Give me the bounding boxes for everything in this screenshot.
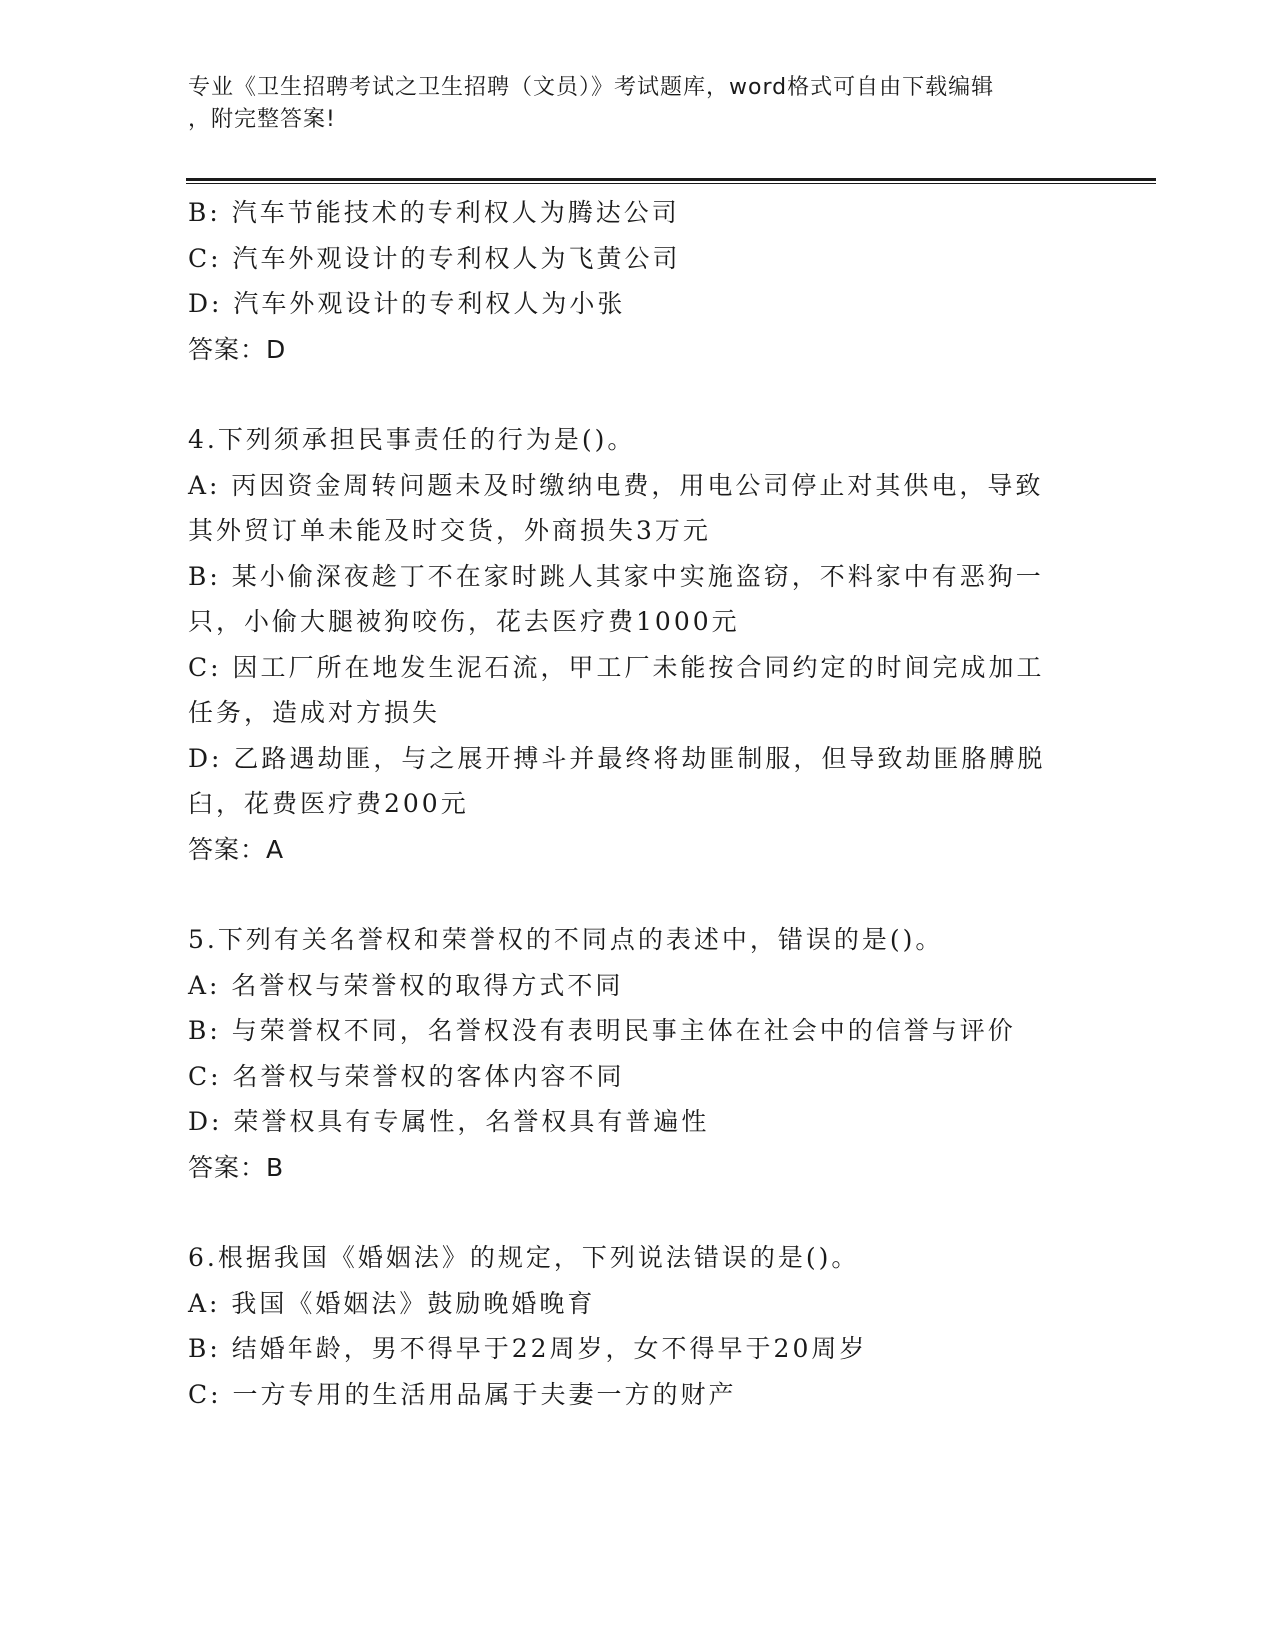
question-block-6: [188, 1235, 1078, 1417]
question-block-5: [188, 917, 1078, 1190]
header-line-2: ，附完整答案!: [188, 107, 336, 132]
question-content: [188, 190, 1078, 1417]
spacer: [188, 372, 1078, 417]
option-b: B: 与荣誉权不同，名誉权没有表明民事主体在社会中的信誉与评价: [188, 1016, 1016, 1045]
spacer: [188, 872, 1078, 917]
option-a: A: 我国《婚姻法》鼓励晚婚晚育: [188, 1288, 596, 1318]
option-d: D: 汽车外观设计的专利权人为小张: [188, 289, 626, 318]
question-text: 4.下列须承担民事责任的行为是()。: [188, 425, 636, 454]
option-c: C: 汽车外观设计的专利权人为飞黄公司: [188, 243, 681, 273]
question-block-4: [188, 417, 1078, 872]
option-a-line-2: 其外贸订单未能及时交货，外商损失3万元: [188, 516, 711, 545]
question-text: 5.下列有关名誉权和荣誉权的不同点的表述中，错误的是()。: [188, 925, 944, 954]
answer-label: 答案：A: [188, 834, 285, 864]
header-line-1: 专业《卫生招聘考试之卫生招聘（文员）》考试题库，word格式可自由下载编辑: [188, 75, 995, 100]
option-a-line-1: A: 丙因资金周转问题未及时缴纳电费，用电公司停止对其供电，导致: [188, 470, 1044, 500]
header-divider-thin: [186, 183, 1156, 184]
option-d-line-1: D: 乙路遇劫匪，与之展开搏斗并最终将劫匪制服，但导致劫匪胳膊脱: [188, 743, 1046, 773]
answer-label: 答案：B: [188, 1152, 285, 1182]
option-a: A: 名誉权与荣誉权的取得方式不同: [188, 970, 624, 1000]
option-c: C: 名誉权与荣誉权的客体内容不同: [188, 1061, 625, 1091]
spacer: [188, 1190, 1078, 1235]
question-block-prev: [188, 190, 1078, 372]
option-c-line-2: 任务，造成对方损失: [188, 698, 441, 727]
option-d: D: 荣誉权具有专属性，名誉权具有普遍性: [188, 1107, 710, 1136]
question-text: 6.根据我国《婚姻法》的规定，下列说法错误的是()。: [188, 1243, 860, 1272]
option-b-line-1: B: 某小偷深夜趁丁不在家时跳人其家中实施盗窃，不料家中有恶狗一: [188, 561, 1044, 591]
option-c-line-1: C: 因工厂所在地发生泥石流，甲工厂未能按合同约定的时间完成加工: [188, 652, 1045, 682]
answer-label: 答案：D: [188, 334, 287, 364]
option-b: B: 结婚年龄，男不得早于22周岁，女不得早于20周岁: [188, 1334, 868, 1363]
option-b-line-2: 只，小偷大腿被狗咬伤，花去医疗费1000元: [188, 607, 740, 636]
option-d-line-2: 臼，花费医疗费200元: [188, 789, 469, 818]
option-c: C: 一方专用的生活用品属于夫妻一方的财产: [188, 1379, 737, 1409]
header-divider-thick: [186, 178, 1156, 181]
option-b: B: 汽车节能技术的专利权人为腾达公司: [188, 198, 680, 227]
page-header: [188, 72, 1088, 136]
